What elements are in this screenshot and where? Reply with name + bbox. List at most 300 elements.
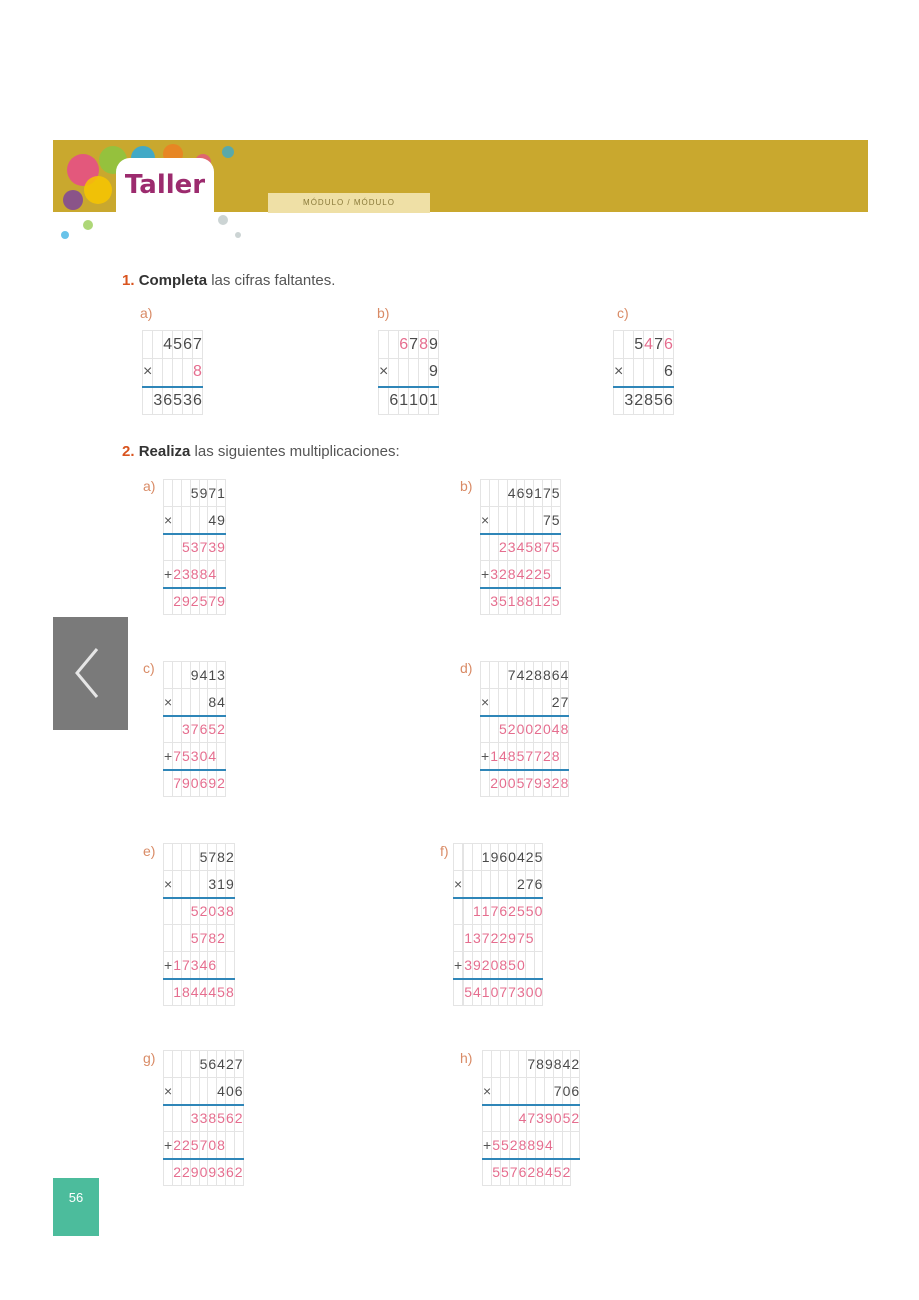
digit-cell: 2 [498, 561, 507, 588]
empty-cell [553, 1132, 562, 1159]
digit-cell: 7 [208, 480, 217, 507]
digit-cell: 4 [551, 716, 560, 743]
digit-cell: 5 [208, 716, 217, 743]
empty-cell [181, 1078, 190, 1105]
empty-cell [225, 925, 234, 952]
grid-row [454, 871, 543, 898]
digit-cell: 9 [428, 331, 438, 359]
instruction-1-verb: Completa [138, 272, 208, 289]
empty-cell [525, 507, 534, 534]
digit-cell: 6 [234, 1078, 243, 1105]
digit-cell: 5 [534, 844, 543, 871]
digit-cell: 0 [199, 743, 208, 770]
digit-cell: 1 [409, 387, 419, 415]
empty-cell [464, 898, 473, 925]
empty-cell [181, 1105, 190, 1132]
empty-cell [173, 662, 182, 689]
grid-row [481, 716, 569, 743]
empty-cell [199, 871, 208, 898]
digit-cell: 0 [419, 387, 429, 415]
digit-cell: 2 [571, 1051, 580, 1078]
empty-cell [181, 844, 190, 871]
grid-row [164, 716, 226, 743]
digit-cell: 9 [536, 1132, 545, 1159]
digit-cell: 4 [498, 743, 507, 770]
digit-cell: 7 [525, 770, 534, 797]
empty-cell [217, 561, 226, 588]
digit-cell: 5 [525, 898, 534, 925]
empty-cell [624, 359, 634, 387]
digit-cell: 7 [490, 898, 499, 925]
digit-cell: 8 [525, 588, 534, 615]
digit-cell: 2 [490, 770, 499, 797]
empty-cell [399, 359, 409, 387]
digit-cell: 3 [190, 534, 199, 561]
digit-cell: 4 [208, 561, 217, 588]
digit-cell: 5 [181, 534, 190, 561]
problem-label: c) [143, 660, 155, 676]
empty-cell [379, 331, 389, 359]
digit-cell: 1 [217, 871, 226, 898]
grid-row [454, 925, 543, 952]
grid-row [143, 359, 203, 387]
grid-row [164, 1078, 244, 1105]
empty-cell [199, 689, 208, 716]
digit-cell: 0 [516, 716, 525, 743]
grid-row [614, 331, 674, 359]
empty-cell [509, 1105, 518, 1132]
empty-cell [190, 1078, 199, 1105]
empty-cell [481, 480, 490, 507]
digit-cell: 8 [217, 844, 226, 871]
digit-cell: 2 [534, 561, 543, 588]
digit-cell: 6 [208, 952, 217, 979]
digit-cell: 0 [490, 952, 499, 979]
digit-cell: 0 [498, 770, 507, 797]
multiplication-grid [480, 479, 561, 615]
empty-cell [164, 716, 173, 743]
digit-cell: 9 [490, 844, 499, 871]
empty-cell [173, 480, 182, 507]
digit-cell: 9 [217, 507, 226, 534]
empty-cell [143, 331, 153, 359]
grid-row [164, 898, 235, 925]
digit-cell: 1 [534, 480, 543, 507]
grid-row [481, 588, 561, 615]
empty-cell [534, 952, 543, 979]
digit-cell: 1 [173, 952, 182, 979]
empty-cell [153, 331, 163, 359]
digit-cell: 2 [173, 588, 182, 615]
grid-row [379, 331, 439, 359]
digit-cell: 8 [225, 898, 234, 925]
grid-row [164, 844, 235, 871]
empty-cell [217, 743, 226, 770]
digit-cell: 7 [542, 507, 551, 534]
empty-cell [190, 689, 199, 716]
digit-cell: 2 [551, 689, 560, 716]
empty-cell [464, 871, 473, 898]
digit-cell: 2 [498, 534, 507, 561]
digit-cell: 2 [173, 561, 182, 588]
empty-cell [490, 662, 499, 689]
empty-cell [507, 689, 516, 716]
digit-cell: 6 [399, 331, 409, 359]
empty-cell [499, 871, 508, 898]
grid-row [164, 1051, 244, 1078]
digit-cell: 3 [190, 952, 199, 979]
digit-cell: 7 [527, 1051, 536, 1078]
digit-cell: 6 [192, 387, 202, 415]
operator-sign: + [164, 952, 173, 979]
digit-cell: 5 [525, 534, 534, 561]
digit-cell: 8 [181, 979, 190, 1006]
digit-cell: 5 [562, 1105, 571, 1132]
empty-cell [498, 662, 507, 689]
problem-label: b) [460, 478, 473, 494]
digit-cell: 2 [509, 1132, 518, 1159]
grid-row [483, 1132, 580, 1159]
digit-cell: 4 [199, 952, 208, 979]
digit-cell: 9 [225, 871, 234, 898]
empty-cell [516, 507, 525, 534]
digit-cell: 8 [536, 1051, 545, 1078]
empty-cell [472, 871, 481, 898]
digit-cell: 2 [217, 716, 226, 743]
digit-cell: 2 [490, 925, 499, 952]
digit-cell: 8 [208, 1105, 217, 1132]
digit-cell: 8 [499, 952, 508, 979]
empty-cell [181, 507, 190, 534]
digit-cell: 3 [199, 1105, 208, 1132]
digit-cell: 9 [217, 588, 226, 615]
grid-row [481, 561, 561, 588]
digit-cell: 3 [490, 561, 499, 588]
digit-cell: 8 [534, 534, 543, 561]
digit-cell: 5 [492, 1159, 501, 1186]
digit-cell: 0 [562, 1078, 571, 1105]
digit-cell: 5 [190, 925, 199, 952]
digit-cell: 7 [516, 925, 525, 952]
operator-sign: × [481, 689, 490, 716]
digit-cell: 1 [481, 979, 490, 1006]
empty-cell [164, 979, 173, 1006]
digit-cell: 7 [534, 743, 543, 770]
digit-cell: 5 [498, 588, 507, 615]
digit-cell: 4 [516, 662, 525, 689]
digit-cell: 2 [234, 1105, 243, 1132]
empty-cell [181, 871, 190, 898]
multiplication-grid [482, 1050, 580, 1186]
empty-cell [534, 689, 543, 716]
empty-cell [481, 770, 490, 797]
grid-row [454, 844, 543, 871]
digit-cell: 2 [499, 925, 508, 952]
digit-cell: 8 [542, 662, 551, 689]
grid-row [164, 770, 226, 797]
digit-cell: 8 [527, 1132, 536, 1159]
empty-cell [379, 387, 389, 415]
empty-cell [492, 1051, 501, 1078]
digit-cell: 1 [481, 844, 490, 871]
digit-cell: 0 [516, 952, 525, 979]
empty-cell [490, 480, 499, 507]
digit-cell: 3 [208, 871, 217, 898]
grid-row [164, 507, 226, 534]
digit-cell: 2 [234, 1159, 243, 1186]
digit-cell: 2 [225, 844, 234, 871]
empty-cell [507, 507, 516, 534]
empty-cell [483, 1051, 492, 1078]
digit-cell: 9 [544, 1105, 553, 1132]
digit-cell: 7 [208, 588, 217, 615]
grid-row [143, 387, 203, 415]
digit-cell: 6 [208, 1051, 217, 1078]
grid-row [164, 952, 235, 979]
grid-row [164, 662, 226, 689]
empty-cell [153, 359, 163, 387]
digit-cell: 5 [492, 1132, 501, 1159]
empty-cell [454, 844, 463, 871]
operator-sign: + [481, 561, 490, 588]
empty-cell [490, 534, 499, 561]
grid-row [164, 1132, 244, 1159]
empty-cell [483, 1159, 492, 1186]
problem-label: f) [440, 843, 449, 859]
digit-cell: 5 [173, 331, 183, 359]
empty-cell [173, 716, 182, 743]
empty-cell [190, 844, 199, 871]
digit-cell: 1 [217, 480, 226, 507]
digit-cell: 0 [490, 979, 499, 1006]
digit-cell: 0 [199, 1159, 208, 1186]
digit-cell: 6 [183, 331, 193, 359]
digit-cell: 1 [507, 588, 516, 615]
empty-cell [419, 359, 429, 387]
digit-cell: 4 [199, 979, 208, 1006]
multiplication-grid [163, 479, 226, 615]
instruction-1-text: las cifras faltantes. [207, 272, 336, 289]
problem-label: d) [460, 660, 473, 676]
digit-cell: 0 [507, 770, 516, 797]
digit-cell: 2 [507, 716, 516, 743]
instruction-2-verb: Realiza [138, 443, 191, 460]
empty-cell [164, 534, 173, 561]
digit-cell: 2 [542, 743, 551, 770]
empty-cell [173, 1078, 182, 1105]
digit-cell: 6 [225, 1105, 234, 1132]
digit-cell: 2 [199, 898, 208, 925]
digit-cell: 7 [173, 743, 182, 770]
empty-cell [498, 507, 507, 534]
empty-cell [389, 359, 399, 387]
grid-row [481, 770, 569, 797]
digit-cell: 5 [551, 507, 560, 534]
digit-cell: 4 [516, 561, 525, 588]
operator-sign: × [483, 1078, 492, 1105]
grid-row [164, 561, 226, 588]
digit-cell: 7 [542, 480, 551, 507]
empty-cell [173, 534, 182, 561]
operator-sign: + [164, 561, 173, 588]
digit-cell: 0 [542, 716, 551, 743]
digit-cell: 6 [518, 1159, 527, 1186]
digit-cell: 7 [181, 952, 190, 979]
digit-cell: 8 [518, 1132, 527, 1159]
empty-cell [225, 1132, 234, 1159]
digit-cell: 7 [525, 743, 534, 770]
digit-cell: 5 [516, 898, 525, 925]
grid-row [483, 1159, 580, 1186]
back-button[interactable] [53, 617, 128, 730]
empty-cell [164, 1051, 173, 1078]
digit-cell: 3 [536, 1105, 545, 1132]
empty-cell [481, 534, 490, 561]
digit-cell: 9 [208, 1159, 217, 1186]
digit-cell: 5 [553, 1159, 562, 1186]
empty-cell [234, 1132, 243, 1159]
digit-cell: 3 [153, 387, 163, 415]
empty-cell [199, 1078, 208, 1105]
multiplication-grid [163, 661, 226, 797]
empty-cell [164, 588, 173, 615]
chevron-left-icon [53, 617, 128, 730]
digit-cell: 2 [525, 561, 534, 588]
digit-cell: 2 [508, 898, 517, 925]
empty-cell [536, 1078, 545, 1105]
empty-cell [164, 898, 173, 925]
digit-cell: 8 [536, 1159, 545, 1186]
empty-cell [173, 925, 182, 952]
digit-cell: 7 [560, 689, 569, 716]
empty-cell [508, 871, 517, 898]
digit-cell: 8 [208, 689, 217, 716]
digit-cell: 8 [516, 588, 525, 615]
empty-cell [498, 480, 507, 507]
operator-sign: + [164, 1132, 173, 1159]
multiplication-grid [163, 1050, 244, 1186]
digit-cell: 3 [183, 387, 193, 415]
empty-cell [518, 1051, 527, 1078]
empty-cell [181, 925, 190, 952]
digit-cell: 7 [654, 331, 664, 359]
digit-cell: 6 [163, 387, 173, 415]
empty-cell [217, 952, 226, 979]
digit-cell: 3 [217, 662, 226, 689]
empty-cell [190, 1051, 199, 1078]
digit-cell: 5 [217, 1105, 226, 1132]
grid-row [379, 359, 439, 387]
digit-cell: 6 [516, 480, 525, 507]
digit-cell: 2 [562, 1159, 571, 1186]
digit-cell: 4 [472, 979, 481, 1006]
empty-cell [490, 716, 499, 743]
digit-cell: 0 [508, 844, 517, 871]
digit-cell: 4 [516, 844, 525, 871]
multiplication-grid [378, 330, 439, 415]
digit-cell: 5 [542, 561, 551, 588]
empty-cell [163, 359, 173, 387]
multiplication-grid [142, 330, 203, 415]
empty-cell [173, 1105, 182, 1132]
digit-cell: 2 [516, 871, 525, 898]
digit-cell: 9 [190, 1159, 199, 1186]
grid-row [481, 743, 569, 770]
problem-label: e) [143, 843, 156, 859]
empty-cell [208, 1078, 217, 1105]
digit-cell: 2 [551, 770, 560, 797]
empty-cell [481, 871, 490, 898]
digit-cell: 3 [490, 588, 499, 615]
empty-cell [644, 359, 654, 387]
operator-sign: × [454, 871, 463, 898]
digit-cell: 3 [190, 1105, 199, 1132]
problem-label: b) [377, 305, 390, 321]
digit-cell: 2 [181, 1159, 190, 1186]
grid-row [614, 387, 674, 415]
empty-cell [164, 925, 173, 952]
digit-cell: 9 [190, 662, 199, 689]
grid-row [164, 588, 226, 615]
digit-cell: 8 [225, 979, 234, 1006]
empty-cell [181, 662, 190, 689]
digit-cell: 4 [544, 1159, 553, 1186]
digit-cell: 3 [516, 979, 525, 1006]
grid-row [481, 480, 561, 507]
digit-cell: 2 [217, 770, 226, 797]
operator-sign: × [481, 507, 490, 534]
digit-cell: 4 [217, 1051, 226, 1078]
operator-sign: + [164, 743, 173, 770]
operator-sign: + [454, 952, 463, 979]
header-tag: MÓDULO / MÓDULO [268, 193, 430, 213]
digit-cell: 7 [234, 1051, 243, 1078]
digit-cell: 5 [181, 743, 190, 770]
digit-cell: 4 [199, 662, 208, 689]
digit-cell: 6 [225, 1159, 234, 1186]
digit-cell: 9 [544, 1051, 553, 1078]
digit-cell: 8 [192, 359, 202, 387]
digit-cell: 3 [507, 534, 516, 561]
digit-cell: 9 [217, 534, 226, 561]
digit-cell: 6 [499, 898, 508, 925]
digit-cell: 2 [634, 387, 644, 415]
digit-cell: 6 [534, 871, 543, 898]
empty-cell [183, 359, 193, 387]
grid-row [481, 507, 561, 534]
page-number-badge [53, 1178, 99, 1236]
grid-row [164, 1105, 244, 1132]
digit-cell: 6 [663, 387, 673, 415]
operator-sign: + [481, 743, 490, 770]
digit-cell: 2 [542, 588, 551, 615]
digit-cell: 5 [190, 1132, 199, 1159]
digit-cell: 5 [551, 534, 560, 561]
digit-cell: 5 [508, 952, 517, 979]
empty-cell [181, 898, 190, 925]
digit-cell: 3 [208, 534, 217, 561]
digit-cell: 9 [181, 588, 190, 615]
operator-sign: + [483, 1132, 492, 1159]
digit-cell: 7 [173, 770, 182, 797]
grid-row [143, 331, 203, 359]
digit-cell: 6 [551, 662, 560, 689]
empty-cell [516, 689, 525, 716]
digit-cell: 2 [173, 1159, 182, 1186]
operator-sign: × [379, 359, 389, 387]
empty-cell [492, 1105, 501, 1132]
empty-cell [164, 1105, 173, 1132]
